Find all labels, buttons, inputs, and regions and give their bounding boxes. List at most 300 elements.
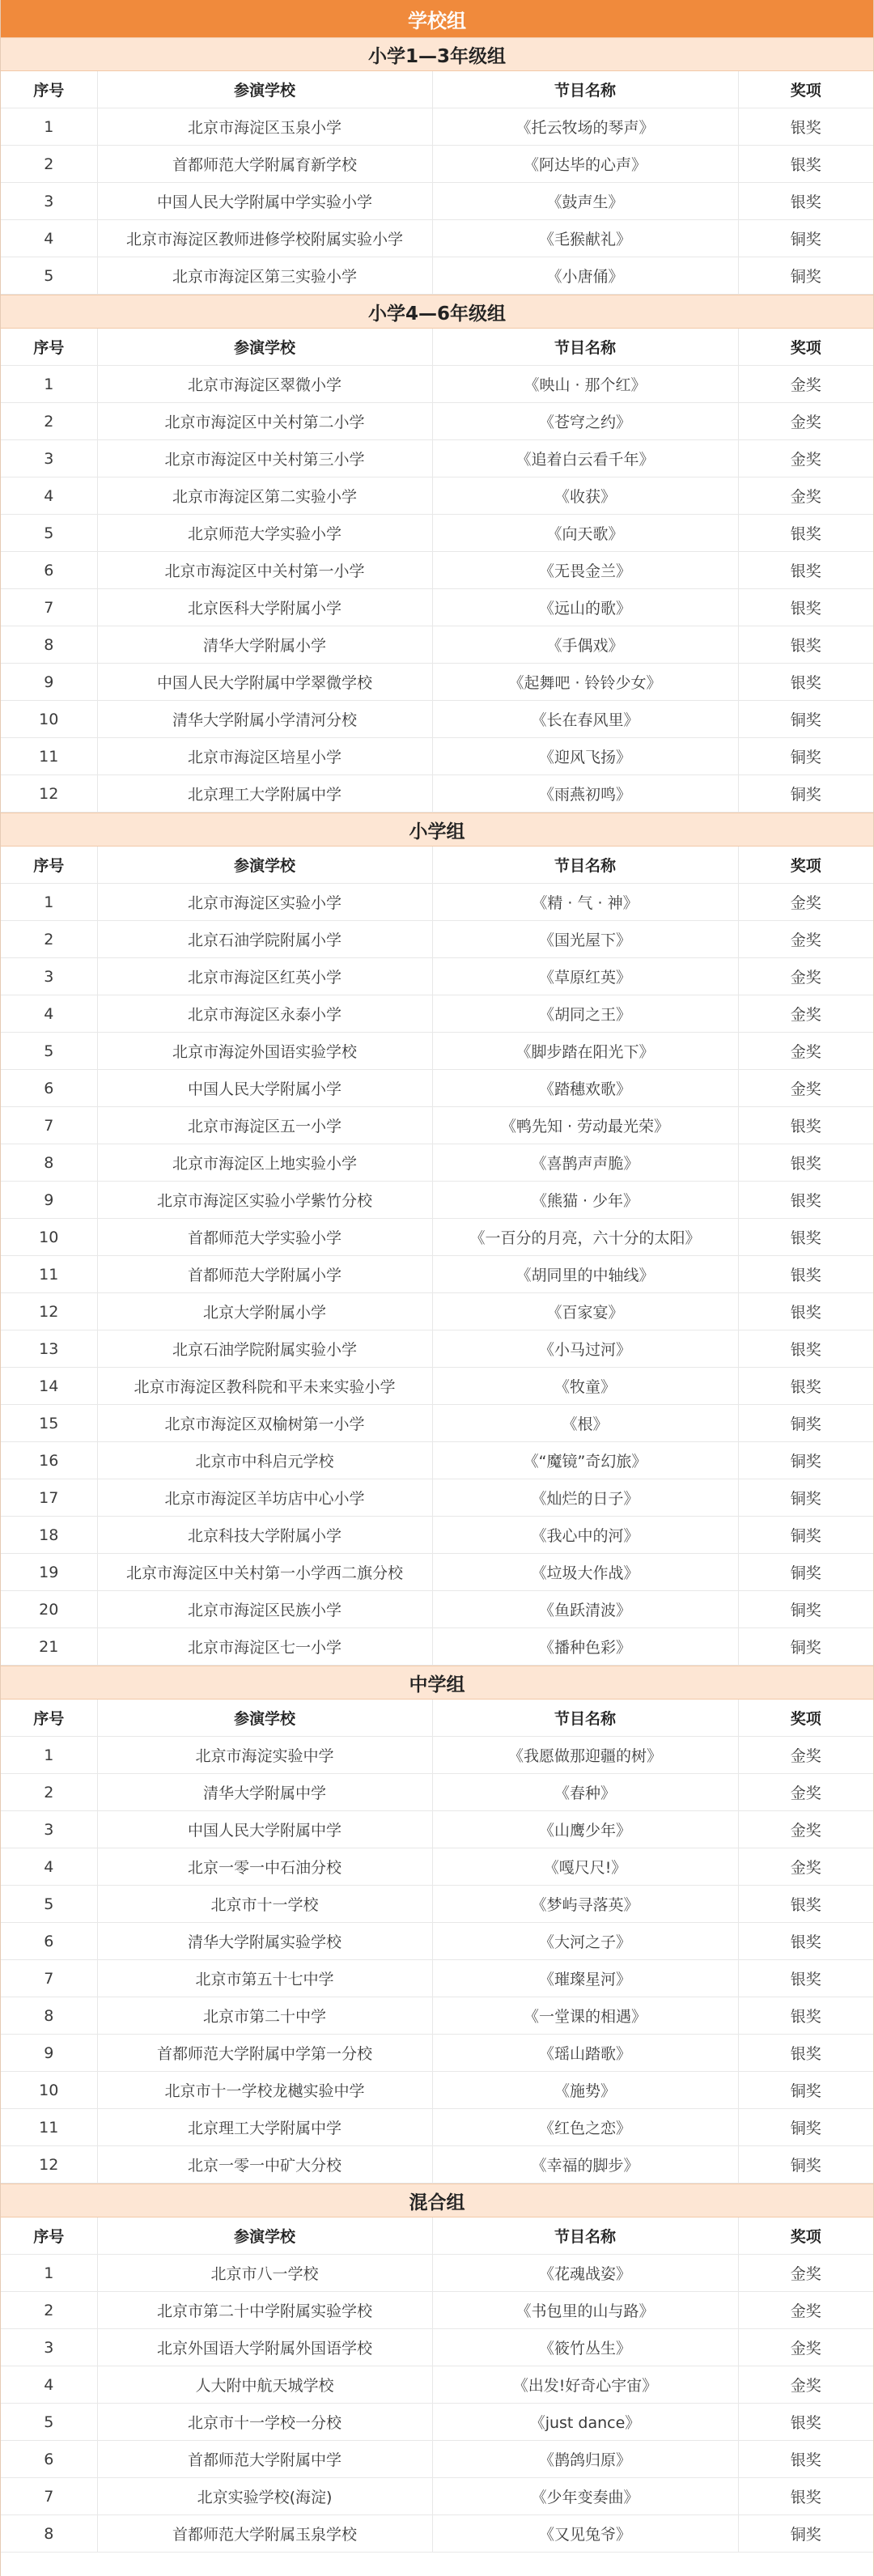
award-level: 铜奖 bbox=[738, 2072, 873, 2109]
school-name: 北京市海淀区红英小学 bbox=[97, 958, 432, 995]
row-index: 7 bbox=[1, 589, 97, 626]
table-row bbox=[1, 1293, 873, 1330]
program-name: 《收获》 bbox=[432, 477, 738, 515]
awards-table bbox=[1, 71, 873, 295]
award-level: 铜奖 bbox=[738, 1405, 873, 1442]
table-row bbox=[1, 552, 873, 589]
table-row bbox=[1, 108, 873, 146]
column-header-award: 奖项 bbox=[738, 1700, 873, 1737]
awards-table bbox=[1, 2217, 873, 2553]
row-index: 1 bbox=[1, 366, 97, 403]
program-name: 《我心中的河》 bbox=[432, 1517, 738, 1554]
school-name: 北京市海淀区永泰小学 bbox=[97, 995, 432, 1033]
award-level: 铜奖 bbox=[738, 738, 873, 775]
row-index: 1 bbox=[1, 2255, 97, 2292]
row-index: 12 bbox=[1, 775, 97, 813]
program-name: 《踏穗欢歌》 bbox=[432, 1070, 738, 1107]
award-level: 银奖 bbox=[738, 1923, 873, 1960]
table-row bbox=[1, 921, 873, 958]
table-row bbox=[1, 1591, 873, 1628]
school-name: 北京一零一中矿大分校 bbox=[97, 2146, 432, 2183]
school-name: 北京市海淀区第二实验小学 bbox=[97, 477, 432, 515]
table-row bbox=[1, 1256, 873, 1293]
school-name: 北京石油学院附属实验小学 bbox=[97, 1330, 432, 1368]
table-row bbox=[1, 1628, 873, 1666]
table-row bbox=[1, 1737, 873, 1774]
program-name: 《筱竹丛生》 bbox=[432, 2329, 738, 2366]
table-row bbox=[1, 995, 873, 1033]
school-name: 北京市海淀区民族小学 bbox=[97, 1591, 432, 1628]
program-name: 《鸭先知 · 劳动最光荣》 bbox=[432, 1107, 738, 1144]
row-index: 5 bbox=[1, 1033, 97, 1070]
column-header-index: 序号 bbox=[1, 2217, 97, 2255]
program-name: 《迎风飞扬》 bbox=[432, 738, 738, 775]
table-row bbox=[1, 1479, 873, 1517]
school-name: 北京市海淀区教科院和平未来实验小学 bbox=[97, 1368, 432, 1405]
school-name: 清华大学附属小学清河分校 bbox=[97, 701, 432, 738]
school-name: 北京市海淀区中关村第一小学西二旗分校 bbox=[97, 1554, 432, 1591]
table-row bbox=[1, 1070, 873, 1107]
award-level: 银奖 bbox=[738, 1107, 873, 1144]
award-level: 银奖 bbox=[738, 1997, 873, 2035]
table-header-row bbox=[1, 847, 873, 884]
program-name: 《书包里的山与路》 bbox=[432, 2292, 738, 2329]
program-name: 《璀璨星河》 bbox=[432, 1960, 738, 1997]
row-index: 1 bbox=[1, 1737, 97, 1774]
school-name: 北京市第五十七中学 bbox=[97, 1960, 432, 1997]
school-name: 北京市八一学校 bbox=[97, 2255, 432, 2292]
award-level: 银奖 bbox=[738, 2478, 873, 2515]
school-name: 北京市十一学校一分校 bbox=[97, 2404, 432, 2441]
school-name: 北京理工大学附属中学 bbox=[97, 775, 432, 813]
table-row bbox=[1, 2255, 873, 2292]
award-level: 金奖 bbox=[738, 477, 873, 515]
program-name: 《远山的歌》 bbox=[432, 589, 738, 626]
school-name: 首都师范大学附属育新学校 bbox=[97, 146, 432, 183]
column-header-program: 节目名称 bbox=[432, 2217, 738, 2255]
column-header-program: 节目名称 bbox=[432, 1700, 738, 1737]
program-name: 《少年变奏曲》 bbox=[432, 2478, 738, 2515]
program-name: 《百家宴》 bbox=[432, 1293, 738, 1330]
program-name: 《嘎尺尺!》 bbox=[432, 1848, 738, 1886]
column-header-award: 奖项 bbox=[738, 71, 873, 108]
row-index: 15 bbox=[1, 1405, 97, 1442]
school-name: 北京市海淀区双榆树第一小学 bbox=[97, 1405, 432, 1442]
school-name: 北京市海淀区实验小学 bbox=[97, 884, 432, 921]
school-name: 首都师范大学实验小学 bbox=[97, 1219, 432, 1256]
award-level: 金奖 bbox=[738, 2366, 873, 2404]
program-name: 《熊猫 · 少年》 bbox=[432, 1182, 738, 1219]
school-name: 北京市海淀区第三实验小学 bbox=[97, 257, 432, 295]
table-row bbox=[1, 183, 873, 220]
column-header-program: 节目名称 bbox=[432, 71, 738, 108]
school-name: 北京市海淀区玉泉小学 bbox=[97, 108, 432, 146]
row-index: 3 bbox=[1, 2329, 97, 2366]
award-level: 银奖 bbox=[738, 1960, 873, 1997]
column-header-program: 节目名称 bbox=[432, 847, 738, 884]
award-level: 铜奖 bbox=[738, 1554, 873, 1591]
award-level: 铜奖 bbox=[738, 2109, 873, 2146]
award-section bbox=[1, 37, 873, 295]
column-header-award: 奖项 bbox=[738, 847, 873, 884]
award-level: 银奖 bbox=[738, 146, 873, 183]
column-header-school: 参演学校 bbox=[97, 2217, 432, 2255]
table-row bbox=[1, 220, 873, 257]
award-level: 银奖 bbox=[738, 664, 873, 701]
section-title: 小学组 bbox=[1, 813, 873, 847]
program-name: 《国光屋下》 bbox=[432, 921, 738, 958]
program-name: 《追着白云看千年》 bbox=[432, 440, 738, 477]
table-row bbox=[1, 1811, 873, 1848]
table-row bbox=[1, 2146, 873, 2183]
school-name: 北京市十一学校 bbox=[97, 1886, 432, 1923]
row-index: 8 bbox=[1, 1144, 97, 1182]
school-name: 北京市海淀区七一小学 bbox=[97, 1628, 432, 1666]
row-index: 3 bbox=[1, 183, 97, 220]
school-name: 中国人民大学附属小学 bbox=[97, 1070, 432, 1107]
table-row bbox=[1, 2329, 873, 2366]
row-index: 6 bbox=[1, 1923, 97, 1960]
award-level: 铜奖 bbox=[738, 1517, 873, 1554]
award-level: 金奖 bbox=[738, 921, 873, 958]
column-header-award: 奖项 bbox=[738, 329, 873, 366]
school-name: 北京市海淀区实验小学紫竹分校 bbox=[97, 1182, 432, 1219]
award-level: 铜奖 bbox=[738, 220, 873, 257]
award-level: 银奖 bbox=[738, 1368, 873, 1405]
table-row bbox=[1, 2478, 873, 2515]
award-level: 金奖 bbox=[738, 1070, 873, 1107]
table-row bbox=[1, 1107, 873, 1144]
row-index: 20 bbox=[1, 1591, 97, 1628]
award-level: 铜奖 bbox=[738, 257, 873, 295]
section-title: 小学4—6年级组 bbox=[1, 295, 873, 329]
award-level: 铜奖 bbox=[738, 1591, 873, 1628]
school-name: 北京市海淀区翠微小学 bbox=[97, 366, 432, 403]
award-level: 银奖 bbox=[738, 1293, 873, 1330]
school-name: 北京市海淀区五一小学 bbox=[97, 1107, 432, 1144]
program-name: 《起舞吧 · 铃铃少女》 bbox=[432, 664, 738, 701]
table-row bbox=[1, 958, 873, 995]
school-name: 清华大学附属小学 bbox=[97, 626, 432, 664]
school-name: 北京市中科启元学校 bbox=[97, 1442, 432, 1479]
program-name: 《一堂课的相遇》 bbox=[432, 1997, 738, 2035]
table-row bbox=[1, 1144, 873, 1182]
school-name: 北京市海淀区中关村第一小学 bbox=[97, 552, 432, 589]
row-index: 4 bbox=[1, 1848, 97, 1886]
table-row bbox=[1, 1960, 873, 1997]
award-level: 铜奖 bbox=[738, 1442, 873, 1479]
table-row bbox=[1, 1517, 873, 1554]
program-name: 《阿达毕的心声》 bbox=[432, 146, 738, 183]
row-index: 12 bbox=[1, 1293, 97, 1330]
award-level: 银奖 bbox=[738, 626, 873, 664]
award-level: 金奖 bbox=[738, 366, 873, 403]
row-index: 1 bbox=[1, 108, 97, 146]
row-index: 9 bbox=[1, 2035, 97, 2072]
row-index: 10 bbox=[1, 701, 97, 738]
row-index: 18 bbox=[1, 1517, 97, 1554]
column-header-index: 序号 bbox=[1, 1700, 97, 1737]
school-name: 北京市海淀外国语实验学校 bbox=[97, 1033, 432, 1070]
table-row bbox=[1, 2072, 873, 2109]
award-level: 银奖 bbox=[738, 108, 873, 146]
table-row bbox=[1, 1442, 873, 1479]
row-index: 17 bbox=[1, 1479, 97, 1517]
school-name: 北京市海淀实验中学 bbox=[97, 1737, 432, 1774]
program-name: 《胡同之王》 bbox=[432, 995, 738, 1033]
row-index: 10 bbox=[1, 1219, 97, 1256]
school-name: 北京市第二十中学附属实验学校 bbox=[97, 2292, 432, 2329]
table-row bbox=[1, 146, 873, 183]
program-name: 《小马过河》 bbox=[432, 1330, 738, 1368]
award-section bbox=[1, 813, 873, 1666]
table-row bbox=[1, 1219, 873, 1256]
table-row bbox=[1, 440, 873, 477]
award-level: 金奖 bbox=[738, 403, 873, 440]
table-row bbox=[1, 1405, 873, 1442]
row-index: 5 bbox=[1, 2404, 97, 2441]
table-row bbox=[1, 366, 873, 403]
row-index: 11 bbox=[1, 2109, 97, 2146]
award-level: 银奖 bbox=[738, 2035, 873, 2072]
program-name: 《草原红英》 bbox=[432, 958, 738, 995]
program-name: 《胡同里的中轴线》 bbox=[432, 1256, 738, 1293]
award-level: 金奖 bbox=[738, 1811, 873, 1848]
column-header-school: 参演学校 bbox=[97, 71, 432, 108]
row-index: 2 bbox=[1, 146, 97, 183]
table-row bbox=[1, 2109, 873, 2146]
table-row bbox=[1, 1033, 873, 1070]
row-index: 7 bbox=[1, 1107, 97, 1144]
column-header-school: 参演学校 bbox=[97, 847, 432, 884]
program-name: 《山鹰少年》 bbox=[432, 1811, 738, 1848]
award-level: 铜奖 bbox=[738, 2146, 873, 2183]
program-name: 《大河之子》 bbox=[432, 1923, 738, 1960]
column-header-program: 节目名称 bbox=[432, 329, 738, 366]
award-section bbox=[1, 2183, 873, 2553]
school-name: 中国人民大学附属中学 bbox=[97, 1811, 432, 1848]
table-row bbox=[1, 2404, 873, 2441]
row-index: 5 bbox=[1, 515, 97, 552]
program-name: 《映山 · 那个红》 bbox=[432, 366, 738, 403]
award-level: 铜奖 bbox=[738, 2515, 873, 2553]
table-row bbox=[1, 1330, 873, 1368]
table-row bbox=[1, 1848, 873, 1886]
award-level: 金奖 bbox=[738, 2255, 873, 2292]
program-name: 《精 · 气 · 神》 bbox=[432, 884, 738, 921]
page-title: 学校组 bbox=[1, 0, 873, 37]
table-row bbox=[1, 1886, 873, 1923]
award-level: 金奖 bbox=[738, 1033, 873, 1070]
table-row bbox=[1, 664, 873, 701]
award-level: 金奖 bbox=[738, 1848, 873, 1886]
row-index: 6 bbox=[1, 552, 97, 589]
school-name: 北京市海淀区中关村第三小学 bbox=[97, 440, 432, 477]
award-level: 银奖 bbox=[738, 1256, 873, 1293]
program-name: 《小唐俑》 bbox=[432, 257, 738, 295]
table-row bbox=[1, 1774, 873, 1811]
table-row bbox=[1, 2366, 873, 2404]
table-row bbox=[1, 701, 873, 738]
program-name: 《幸福的脚步》 bbox=[432, 2146, 738, 2183]
award-level: 铜奖 bbox=[738, 701, 873, 738]
table-row bbox=[1, 2515, 873, 2553]
row-index: 4 bbox=[1, 995, 97, 1033]
award-level: 银奖 bbox=[738, 1182, 873, 1219]
row-index: 4 bbox=[1, 220, 97, 257]
table-row bbox=[1, 1368, 873, 1405]
column-header-index: 序号 bbox=[1, 329, 97, 366]
program-name: 《又见兔爷》 bbox=[432, 2515, 738, 2553]
table-row bbox=[1, 1997, 873, 2035]
program-name: 《播种色彩》 bbox=[432, 1628, 738, 1666]
program-name: 《出发!好奇心宇宙》 bbox=[432, 2366, 738, 2404]
school-name: 北京科技大学附属小学 bbox=[97, 1517, 432, 1554]
row-index: 9 bbox=[1, 1182, 97, 1219]
row-index: 11 bbox=[1, 738, 97, 775]
table-row bbox=[1, 477, 873, 515]
row-index: 2 bbox=[1, 921, 97, 958]
award-level: 铜奖 bbox=[738, 775, 873, 813]
table-row bbox=[1, 403, 873, 440]
table-header-row bbox=[1, 1700, 873, 1737]
award-level: 金奖 bbox=[738, 440, 873, 477]
row-index: 2 bbox=[1, 2292, 97, 2329]
award-level: 银奖 bbox=[738, 1330, 873, 1368]
school-name: 北京市海淀区羊坊店中心小学 bbox=[97, 1479, 432, 1517]
awards-table bbox=[1, 847, 873, 1666]
row-index: 21 bbox=[1, 1628, 97, 1666]
row-index: 1 bbox=[1, 884, 97, 921]
school-name: 北京市海淀区中关村第二小学 bbox=[97, 403, 432, 440]
table-row bbox=[1, 626, 873, 664]
program-name: 《向天歌》 bbox=[432, 515, 738, 552]
row-index: 19 bbox=[1, 1554, 97, 1591]
row-index: 6 bbox=[1, 1070, 97, 1107]
school-name: 首都师范大学附属中学第一分校 bbox=[97, 2035, 432, 2072]
program-name: 《垃圾大作战》 bbox=[432, 1554, 738, 1591]
row-index: 13 bbox=[1, 1330, 97, 1368]
program-name: 《施势》 bbox=[432, 2072, 738, 2109]
school-name: 北京实验学校(海淀) bbox=[97, 2478, 432, 2515]
program-name: 《托云牧场的琴声》 bbox=[432, 108, 738, 146]
award-level: 银奖 bbox=[738, 552, 873, 589]
program-name: 《喜鹊声声脆》 bbox=[432, 1144, 738, 1182]
award-level: 金奖 bbox=[738, 2329, 873, 2366]
row-index: 3 bbox=[1, 1811, 97, 1848]
school-name: 首都师范大学附属玉泉学校 bbox=[97, 2515, 432, 2553]
school-name: 北京市海淀区培星小学 bbox=[97, 738, 432, 775]
table-row bbox=[1, 1554, 873, 1591]
table-row bbox=[1, 738, 873, 775]
row-index: 7 bbox=[1, 1960, 97, 1997]
awards-table bbox=[1, 329, 873, 813]
row-index: 3 bbox=[1, 440, 97, 477]
row-index: 5 bbox=[1, 1886, 97, 1923]
row-index: 5 bbox=[1, 257, 97, 295]
table-row bbox=[1, 2035, 873, 2072]
table-row bbox=[1, 884, 873, 921]
row-index: 2 bbox=[1, 1774, 97, 1811]
program-name: 《灿烂的日子》 bbox=[432, 1479, 738, 1517]
award-level: 银奖 bbox=[738, 2404, 873, 2441]
award-level: 银奖 bbox=[738, 1144, 873, 1182]
program-name: 《花魂战姿》 bbox=[432, 2255, 738, 2292]
award-level: 银奖 bbox=[738, 515, 873, 552]
table-header-row bbox=[1, 71, 873, 108]
school-name: 人大附中航天城学校 bbox=[97, 2366, 432, 2404]
school-name: 北京理工大学附属中学 bbox=[97, 2109, 432, 2146]
award-level: 金奖 bbox=[738, 884, 873, 921]
program-name: 《春种》 bbox=[432, 1774, 738, 1811]
program-name: 《“魔镜”奇幻旅》 bbox=[432, 1442, 738, 1479]
program-name: 《雨燕初鸣》 bbox=[432, 775, 738, 813]
school-name: 北京医科大学附属小学 bbox=[97, 589, 432, 626]
table-row bbox=[1, 775, 873, 813]
row-index: 7 bbox=[1, 2478, 97, 2515]
program-name: 《根》 bbox=[432, 1405, 738, 1442]
program-name: 《鱼跃清波》 bbox=[432, 1591, 738, 1628]
program-name: 《一百分的月亮，六十分的太阳》 bbox=[432, 1219, 738, 1256]
school-name: 北京石油学院附属小学 bbox=[97, 921, 432, 958]
table-row bbox=[1, 589, 873, 626]
award-level: 金奖 bbox=[738, 995, 873, 1033]
column-header-school: 参演学校 bbox=[97, 329, 432, 366]
program-name: 《牧童》 bbox=[432, 1368, 738, 1405]
table-row bbox=[1, 1923, 873, 1960]
program-name: 《鼓声生》 bbox=[432, 183, 738, 220]
table-row bbox=[1, 1182, 873, 1219]
column-header-index: 序号 bbox=[1, 847, 97, 884]
award-level: 铜奖 bbox=[738, 1479, 873, 1517]
row-index: 10 bbox=[1, 2072, 97, 2109]
award-level: 金奖 bbox=[738, 1774, 873, 1811]
row-index: 14 bbox=[1, 1368, 97, 1405]
row-index: 8 bbox=[1, 1997, 97, 2035]
row-index: 4 bbox=[1, 477, 97, 515]
school-name: 北京市第二十中学 bbox=[97, 1997, 432, 2035]
school-name: 中国人民大学附属中学翠微学校 bbox=[97, 664, 432, 701]
award-level: 银奖 bbox=[738, 589, 873, 626]
table-header-row bbox=[1, 329, 873, 366]
school-name: 首都师范大学附属小学 bbox=[97, 1256, 432, 1293]
award-level: 铜奖 bbox=[738, 1628, 873, 1666]
awards-table bbox=[1, 1700, 873, 2183]
award-section bbox=[1, 1666, 873, 2183]
award-level: 金奖 bbox=[738, 1737, 873, 1774]
program-name: 《just dance》 bbox=[432, 2404, 738, 2441]
program-name: 《毛猴献礼》 bbox=[432, 220, 738, 257]
column-header-award: 奖项 bbox=[738, 2217, 873, 2255]
program-name: 《瑶山踏歌》 bbox=[432, 2035, 738, 2072]
award-level: 金奖 bbox=[738, 2292, 873, 2329]
award-level: 银奖 bbox=[738, 1886, 873, 1923]
program-name: 《鹊鸽归原》 bbox=[432, 2441, 738, 2478]
school-name: 北京一零一中石油分校 bbox=[97, 1848, 432, 1886]
row-index: 8 bbox=[1, 2515, 97, 2553]
school-name: 清华大学附属中学 bbox=[97, 1774, 432, 1811]
award-level: 银奖 bbox=[738, 183, 873, 220]
award-sections bbox=[1, 37, 873, 2553]
program-name: 《脚步踏在阳光下》 bbox=[432, 1033, 738, 1070]
school-name: 清华大学附属实验学校 bbox=[97, 1923, 432, 1960]
school-name: 北京市十一学校龙樾实验中学 bbox=[97, 2072, 432, 2109]
program-name: 《我愿做那迎疆的树》 bbox=[432, 1737, 738, 1774]
section-title: 小学1—3年级组 bbox=[1, 37, 873, 71]
row-index: 4 bbox=[1, 2366, 97, 2404]
program-name: 《苍穹之约》 bbox=[432, 403, 738, 440]
column-header-school: 参演学校 bbox=[97, 1700, 432, 1737]
